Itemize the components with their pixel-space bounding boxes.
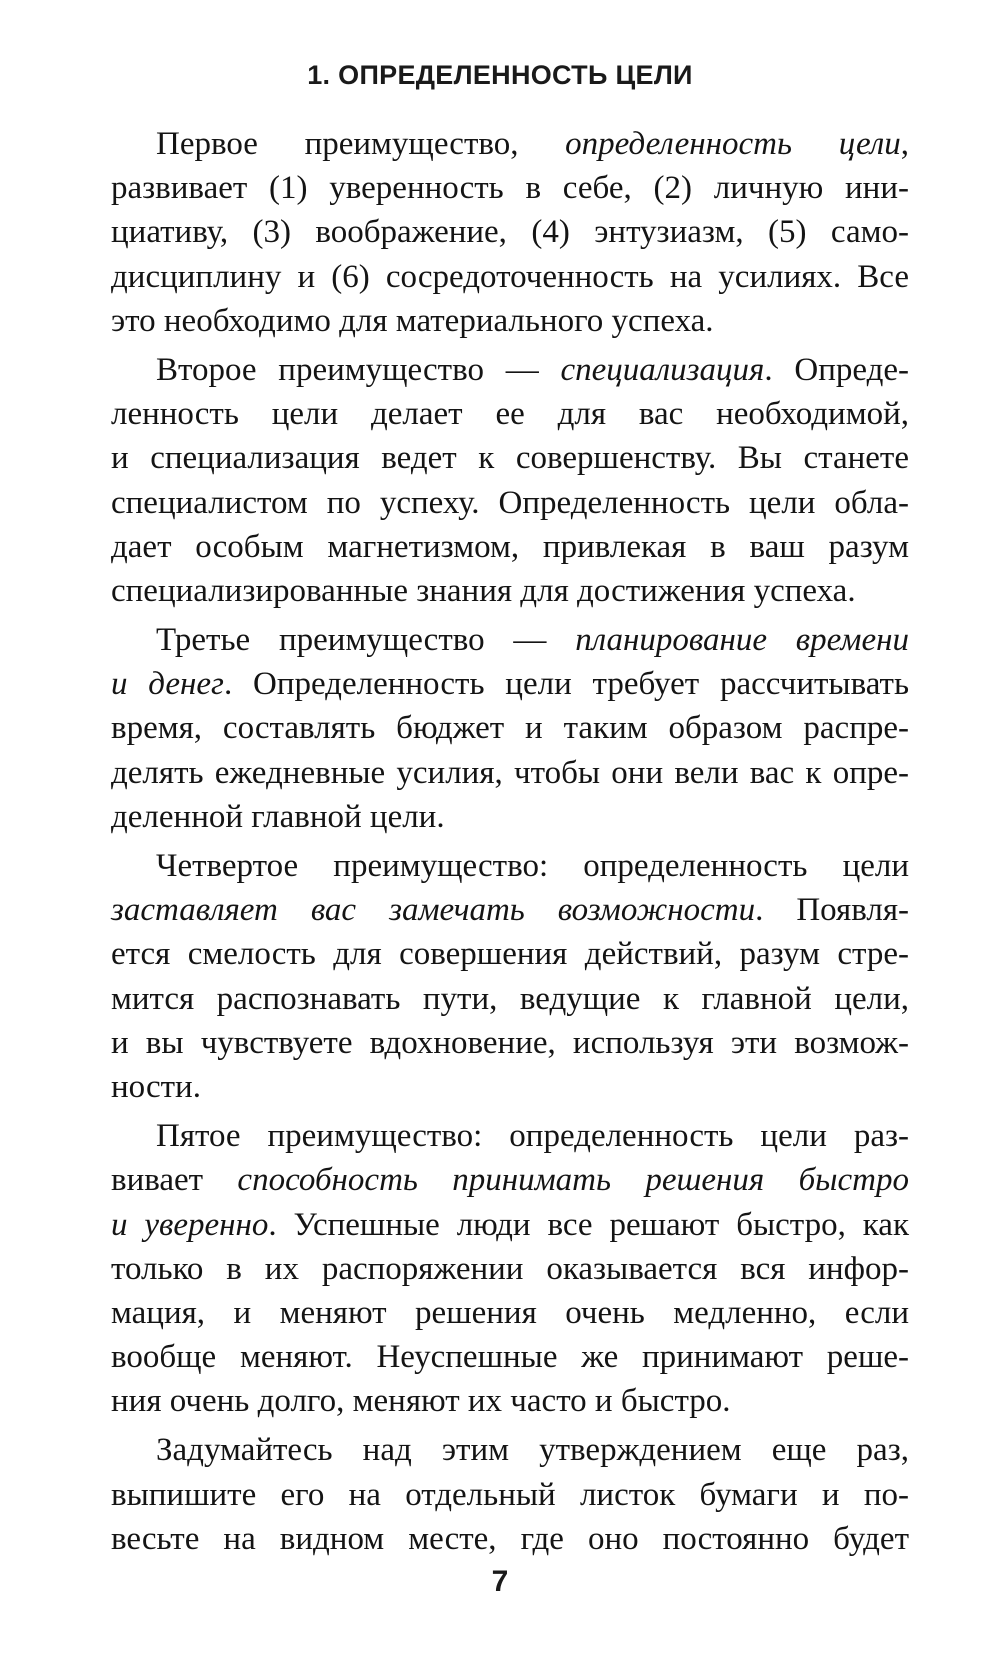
text-run: Задумайтесь над этим утверждением еще раз, — [156, 1432, 909, 1469]
text-run: специализированные знания для достижения успеха. — [111, 572, 856, 609]
text-run: . Появля- — [755, 892, 909, 929]
text-line — [111, 525, 909, 569]
text-run: это необходимо для материального успеха. — [111, 302, 714, 339]
text-run: время, составлять бюджет и таким образом распре- — [111, 710, 909, 747]
text-run: мится распознавать пути, ведущие к главной цели, — [111, 980, 909, 1017]
text-run: . Опреде- — [764, 351, 909, 388]
text-run: делять ежедневные усилия, чтобы они вели вас к опре- — [111, 754, 909, 791]
text-run: ности. — [111, 1068, 201, 1105]
text-line — [111, 844, 909, 888]
body-text — [111, 122, 909, 1566]
italic-text: и уверенно — [111, 1206, 269, 1243]
text-line — [111, 1428, 909, 1472]
text-line — [111, 888, 909, 932]
text-line — [111, 1473, 909, 1517]
text-run: ленность цели делает ее для вас необходимой, — [111, 396, 909, 433]
text-line — [111, 569, 909, 613]
paragraph — [111, 844, 909, 1109]
text-run: Четвертое преимущество: определенность цели — [156, 848, 909, 884]
text-line — [111, 706, 909, 750]
italic-text: способность принимать решения быстро — [237, 1162, 909, 1199]
text-line — [111, 1335, 909, 1379]
text-run: Первое преимущество, — [156, 126, 566, 162]
text-run: мация, и меняют решения очень медленно, если — [111, 1294, 909, 1331]
page-number: 7 — [491, 1565, 509, 1598]
text-line — [111, 1158, 909, 1202]
text-line — [111, 618, 909, 662]
text-line — [111, 481, 909, 525]
text-line — [111, 122, 909, 166]
paragraph — [111, 122, 909, 343]
text-run: деленной главной цели. — [111, 798, 445, 835]
text-run: . Определенность цели требует рассчитывать — [223, 666, 909, 703]
text-line — [111, 1379, 909, 1423]
text-run: развивает (1) уверенность в себе, (2) личную ини- — [111, 170, 909, 207]
text-line — [111, 1517, 909, 1561]
text-line — [111, 932, 909, 976]
text-line — [111, 210, 909, 254]
text-run: циативу, (3) воображение, (4) энтузиазм, (5) само- — [111, 214, 909, 251]
italic-text: специализация — [560, 351, 765, 388]
text-line — [111, 392, 909, 436]
text-line — [111, 1291, 909, 1335]
text-run: выпишите его на отдельный листок бумаги и по- — [111, 1476, 909, 1513]
text-run: вообще меняют. Неуспешные же принимают реше- — [111, 1339, 909, 1376]
paragraph — [111, 1428, 909, 1561]
text-line — [111, 751, 909, 795]
paragraph — [111, 618, 909, 839]
text-line — [111, 436, 909, 480]
text-line — [111, 1114, 909, 1158]
italic-text: планирование времени — [575, 622, 909, 659]
text-run: . Успешные люди все решают быстро, как — [268, 1206, 909, 1243]
text-line — [111, 348, 909, 392]
text-run: только в их распоряжении оказывается вся инфор- — [111, 1250, 909, 1287]
text-line — [111, 1065, 909, 1109]
text-line — [111, 255, 909, 299]
italic-text: и денег — [111, 666, 224, 703]
paragraph — [111, 1114, 909, 1423]
text-run: ется смелость для совершения действий, разум стре- — [111, 936, 909, 973]
text-run: , — [900, 126, 909, 162]
text-run: дает особым магнетизмом, привлекая в ваш разум — [111, 528, 909, 565]
text-run: специалистом по успеху. Определенность цели обла- — [111, 484, 909, 521]
text-line — [111, 1247, 909, 1291]
text-run: Пятое преимущество: определенность цели раз- — [156, 1118, 909, 1155]
text-line — [111, 299, 909, 343]
text-run: Второе преимущество — — [156, 351, 561, 388]
text-run: Третье преимущество — — [156, 622, 576, 659]
text-line — [111, 977, 909, 1021]
italic-text: определенность цели — [565, 126, 901, 162]
text-run: вивает — [111, 1162, 238, 1199]
text-line — [111, 795, 909, 839]
text-line — [111, 662, 909, 706]
text-line — [111, 1203, 909, 1247]
paragraph — [111, 348, 909, 613]
text-run: и специализация ведет к совершенству. Вы станете — [111, 440, 909, 477]
italic-text: заставляет вас замечать возможности — [111, 892, 756, 929]
chapter-title: 1. ОПРЕДЕЛЕННОСТЬ ЦЕЛИ — [307, 60, 693, 90]
text-run: ния очень долго, меняют их часто и быстро. — [111, 1383, 731, 1420]
text-line — [111, 1021, 909, 1065]
text-run: дисциплину и (6) сосредоточенность на усилиях. Все — [111, 258, 909, 295]
text-line — [111, 166, 909, 210]
text-run: весьте на видном месте, где оно постоянно будет — [111, 1520, 909, 1557]
text-run: и вы чувствуете вдохновение, используя эти возмож- — [111, 1024, 909, 1061]
